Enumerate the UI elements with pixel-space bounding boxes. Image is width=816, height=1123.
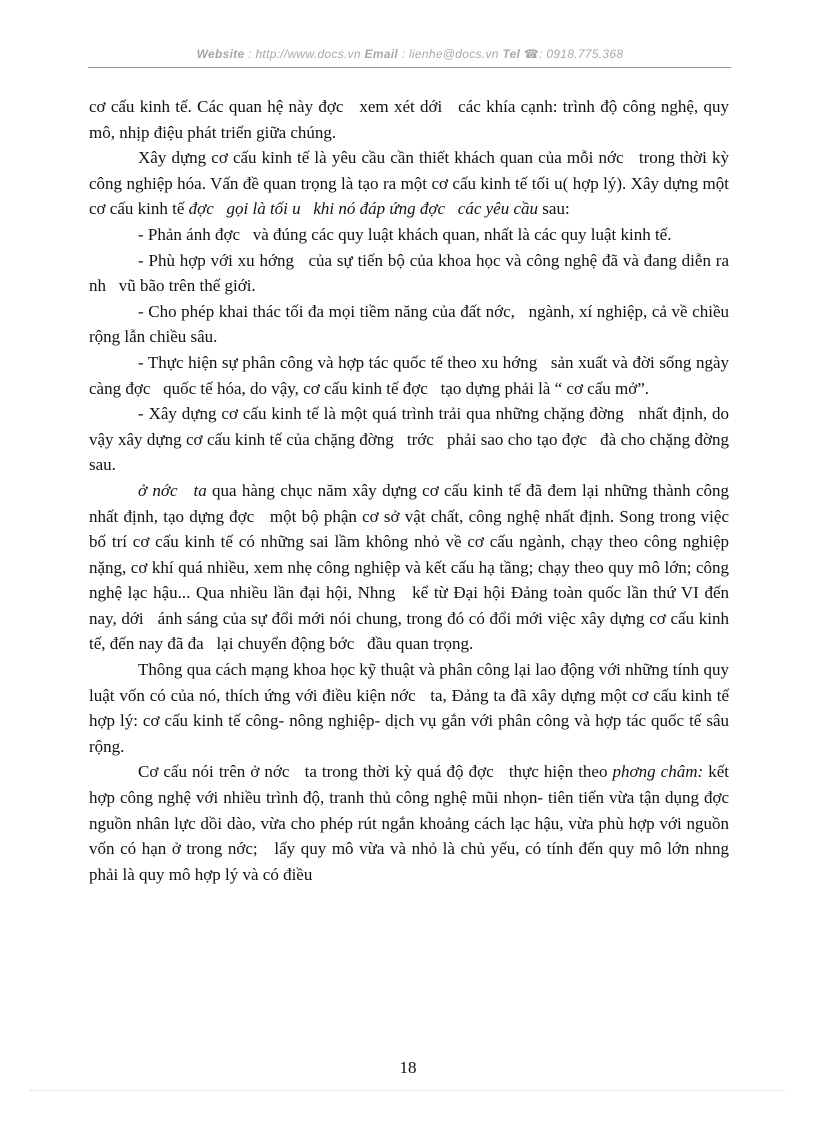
document-body: [89, 94, 742, 887]
website-url: : http://www.docs.vn: [248, 47, 361, 61]
header-divider: [88, 67, 731, 68]
paragraph-3: [89, 478, 734, 657]
paragraph-2-text-a: Xây dựng cơ cấu kinh tế là yêu cầu cần thiết khách quan của mỗi nớc trong thời kỳ công nghiệp hóa. Vấn đề quan trọng là tạo ra một cơ cấu kinh tế tối u( hợp lý). Xây dựng một cơ cấu kinh tế: [89, 148, 734, 219]
bullet-2: - Phù hợp với xu hớng của sự tiến bộ của khoa học và công nghệ đã và đang diễn ra nh vũ bão trên thế giới.: [89, 250, 734, 296]
paragraph-2: [89, 145, 734, 222]
paragraph-5-italic: phơng châm:: [612, 762, 704, 782]
footer-divider: [30, 1090, 786, 1091]
paragraph-1: cơ cấu kinh tế. Các quan hệ này đợc xem xét dới các khía cạnh: trình độ công nghệ, quy mô, nhịp điệu phát triển giữa chúng.: [89, 97, 734, 142]
website-label: Website: [196, 47, 245, 61]
paragraph-5-text-b: kết hợp công nghệ với nhiều trình độ, tranh thủ công nghệ mũi nhọn- tiên tiến vừa tận dụng đợc nguồn nhân lực dồi dào, vừa cho phép rút ngắn khoảng cách lạc hậu, vừa phù hợp với nguồn vốn có hạn ở trong nớc; lấy quy mô vừa và nhỏ là chủ yếu, có tính đến quy mô lớn nhng phải là quy mô hợp lý và có điều: [89, 762, 742, 884]
paragraph-2-text-b: sau:: [538, 199, 570, 219]
paragraph-5: [89, 759, 742, 887]
paragraph-4: Thông qua cách mạng khoa học kỹ thuật và phân công lại lao động với những tính quy luật vốn có của nó, thích ứng với điều kiện nớc ta, Đảng ta đã xây dựng một cơ cấu kinh tế hợp lý: cơ cấu kinh tế công- nông nghiệp- dịch vụ gắn với phân công và hợp tác quốc tế sâu rộng.: [89, 660, 734, 756]
bullet-4: - Thực hiện sự phân công và hợp tác quốc tế theo xu hớng sản xuất và đời sống ngày càng đợc quốc tế hóa, do vậy, cơ cấu kinh tế đợc tạo dựng phải là “ cơ cấu mở”.: [89, 352, 734, 398]
page-header: [90, 47, 730, 61]
tel-value: : 0918.775.368: [539, 47, 624, 61]
bullet-1: - Phản ánh đợc và đúng các quy luật khách quan, nhất là các quy luật kinh tế.: [138, 224, 672, 244]
email-label: Email: [364, 47, 399, 61]
email-value: : lienhe@docs.vn: [401, 47, 499, 61]
paragraph-3-italic: ở nớc ta: [138, 480, 207, 500]
bullet-5: - Xây dựng cơ cấu kinh tế là một quá trình trải qua những chặng đờng nhất định, do vậy xây dựng cơ cấu kinh tế của chặng đờng trớc phải sao cho tạo đợc đà cho chặng đờng sau.: [89, 404, 742, 475]
paragraph-3-text: qua hàng chục năm xây dựng cơ cấu kinh tế đã đem lại những thành công nhất định, tạo dựng đợc một bộ phận cơ sở vật chất, công nghệ nhất định. Song trong việc bố trí cơ cấu kinh tế có những sai lầm không nhỏ về cơ cấu ngành, chạy theo công nghiệp nặng, cơ khí quá nhiều, xem nhẹ công nghiệp và kết cấu hạ tầng; chạy theo quy mô lớn; công nghệ lạc hậu... Qua nhiều lần đại hội, Nhng kể từ Đại hội Đảng toàn quốc lần thứ VI đến nay, dới ánh sáng của sự đổi mới nói chung, trong đó có đổi mới việc xây dựng cơ cấu kinh tế, đến nay đã đa lại chuyển động bớc đầu quan trọng.: [89, 480, 734, 654]
paragraph-5-text-a: Cơ cấu nói trên ở nớc ta trong thời kỳ quá độ đợc thực hiện theo: [138, 762, 613, 782]
page-number: 18: [399, 1058, 417, 1077]
tel-label: Tel: [502, 47, 521, 61]
bullet-3: - Cho phép khai thác tối đa mọi tiềm năng của đất nớc, ngành, xí nghiệp, cả về chiều rộng lẫn chiều sâu.: [89, 301, 734, 347]
phone-icon: ☎: [523, 47, 540, 61]
paragraph-2-italic: đợc gọi là tối u khi nó đáp ứng đợc các yêu cầu: [188, 199, 539, 219]
